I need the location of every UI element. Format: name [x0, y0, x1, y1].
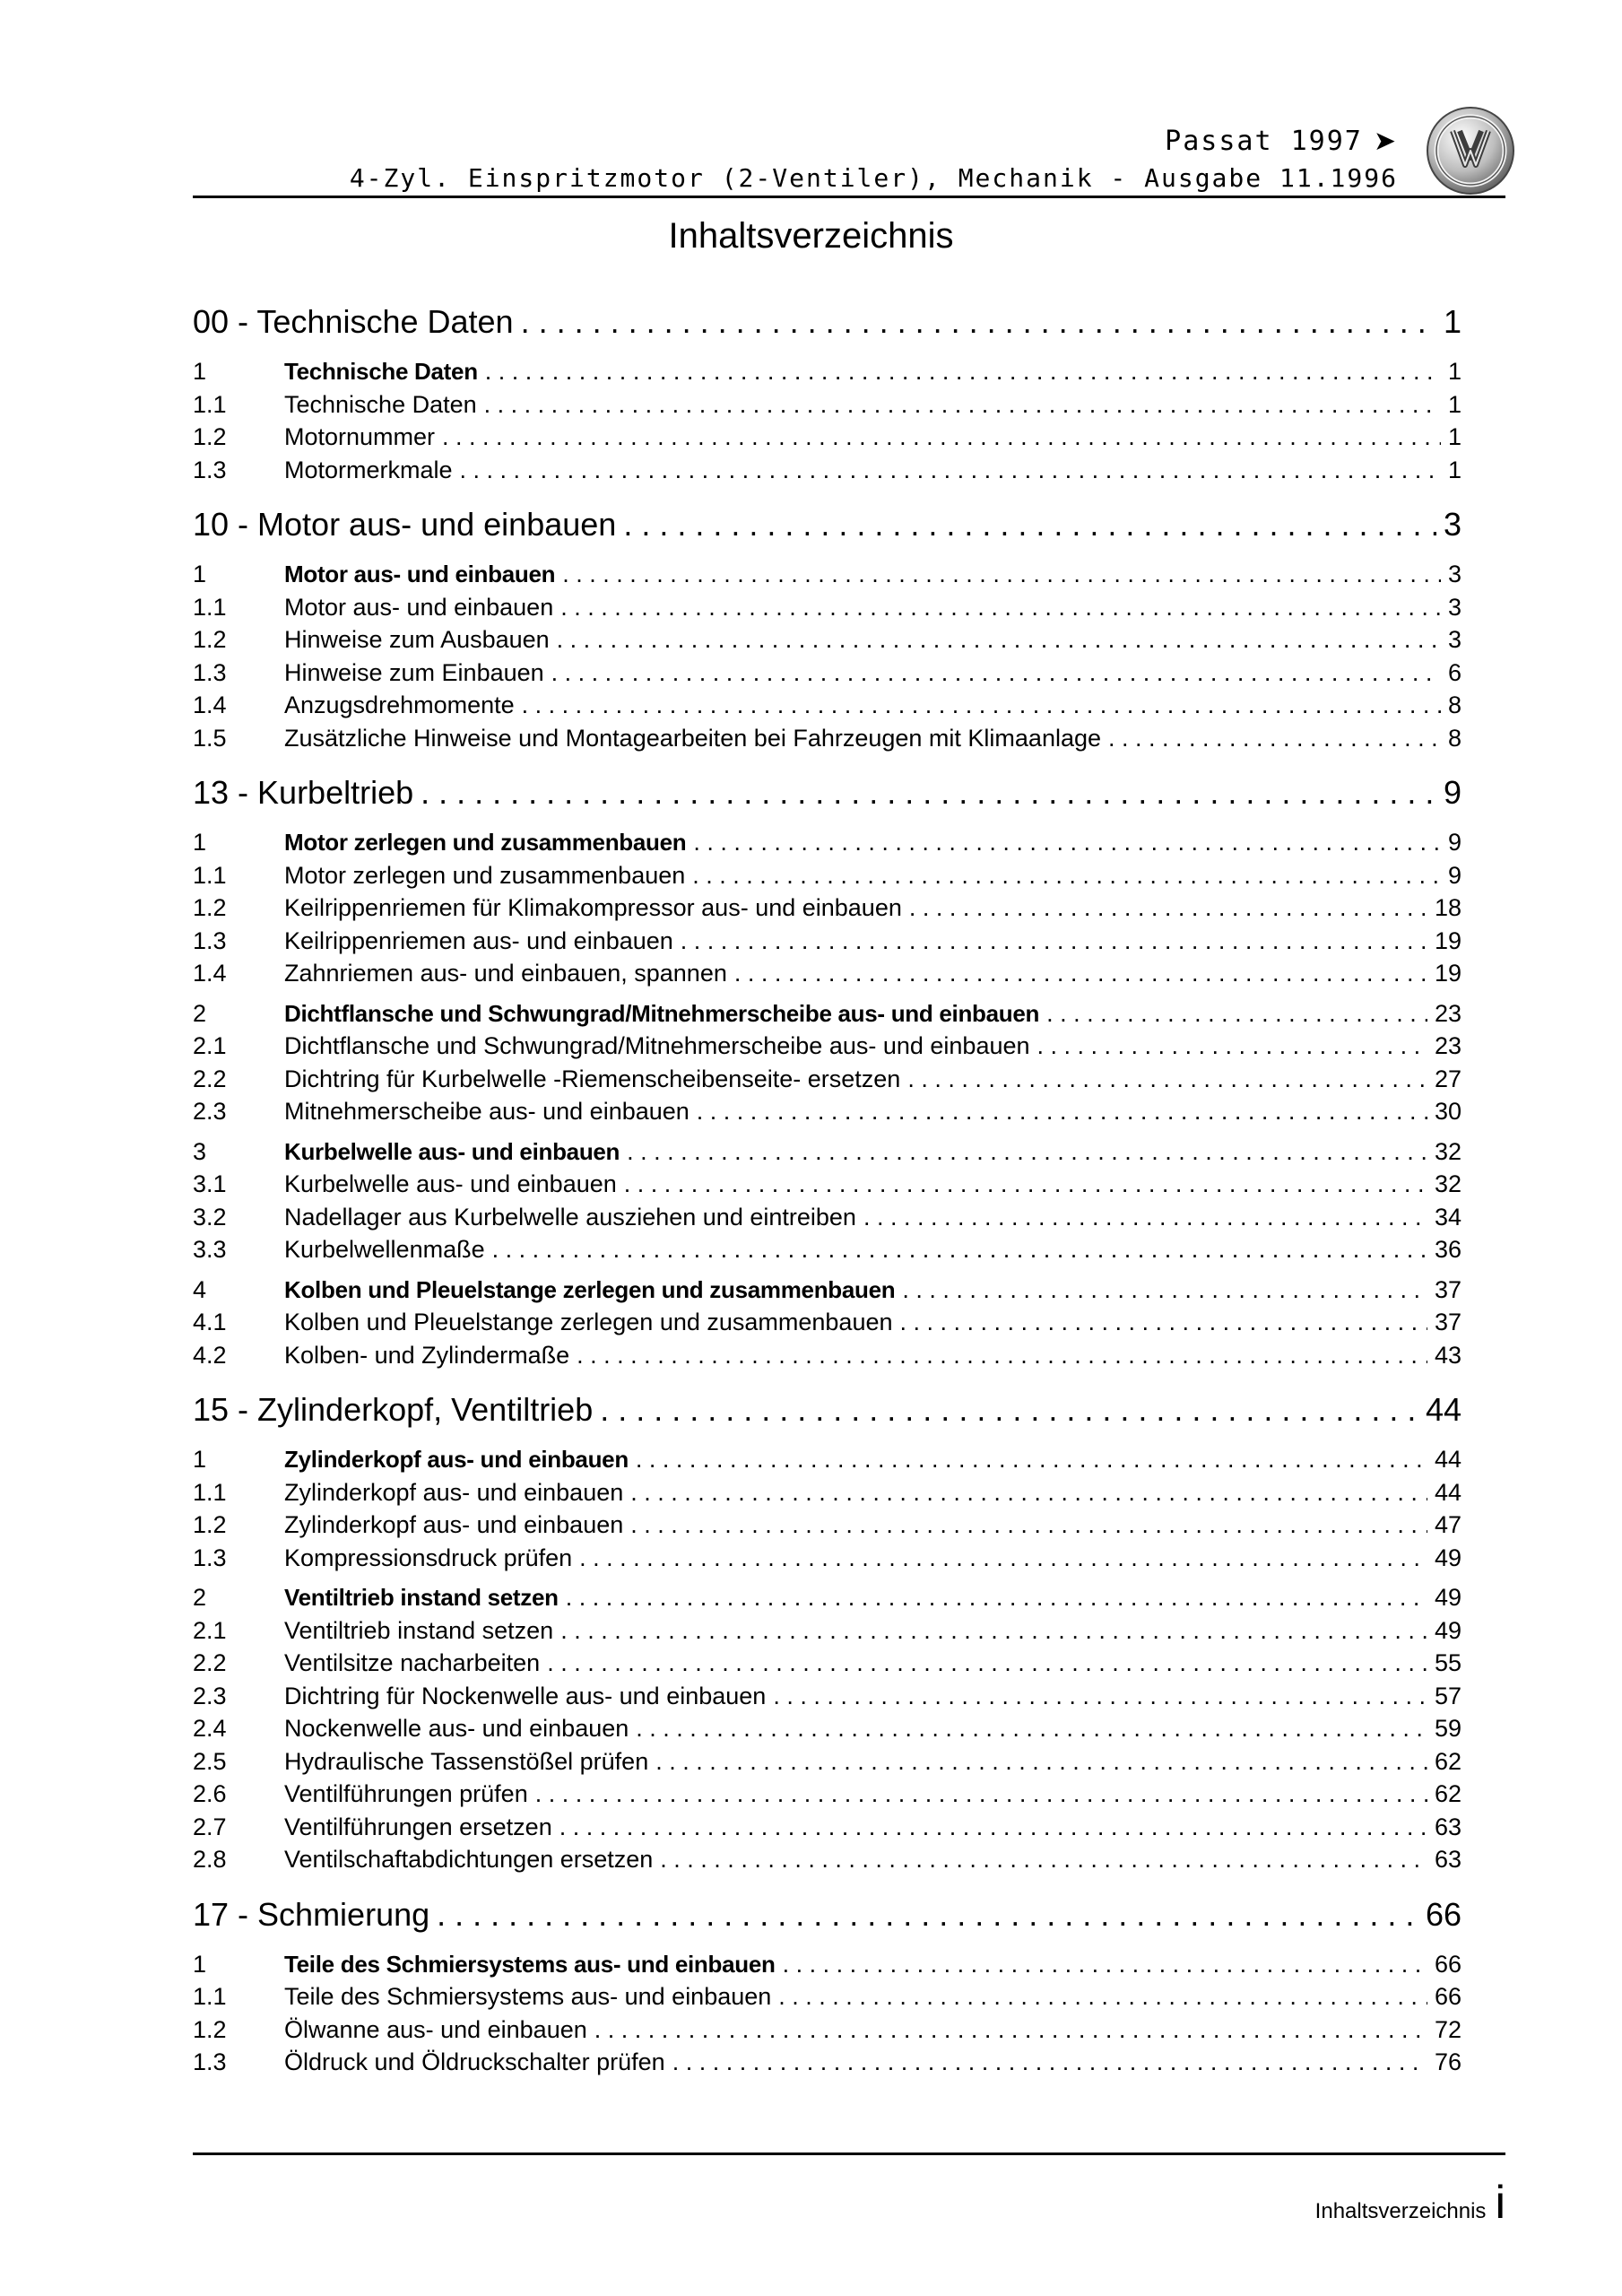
entry-number: 2 — [193, 999, 207, 1027]
toc-section-entry[interactable] — [193, 997, 1462, 1031]
entry-number: 2 — [193, 1584, 207, 1611]
entry-page: 18 — [1434, 894, 1462, 921]
toc-subsection-entry[interactable] — [193, 623, 1462, 657]
footer-rule — [193, 2152, 1505, 2155]
entry-page: 30 — [1434, 1098, 1462, 1125]
entry-label: Ventiltrieb instand setzen — [284, 1616, 554, 1644]
toc-subsection-entry[interactable] — [193, 689, 1462, 722]
leader-dots — [484, 388, 1441, 422]
leader-dots — [559, 1811, 1427, 1844]
toc-subsection-entry[interactable] — [193, 1095, 1462, 1128]
entry-label: Zylinderkopf aus- und einbauen — [284, 1478, 624, 1506]
entry-label: Nockenwelle aus- und einbauen — [284, 1715, 629, 1742]
entry-number: 1 — [193, 1446, 207, 1473]
leader-dots — [863, 1201, 1427, 1234]
entry-number: 1.2 — [193, 1511, 227, 1538]
leader-dots — [560, 591, 1441, 624]
toc-section-entry[interactable] — [193, 1443, 1462, 1476]
toc-subsection-entry[interactable] — [193, 1542, 1462, 1575]
entry-number: 4.2 — [193, 1341, 227, 1369]
entry-label: Technische Daten — [284, 390, 477, 418]
entry-label: Kurbelwelle aus- und einbauen — [284, 1137, 620, 1165]
toc-section-group — [193, 1581, 1462, 1876]
entry-page: 8 — [1447, 724, 1462, 752]
toc-subsection-entry[interactable] — [193, 1476, 1462, 1509]
entry-page: 72 — [1434, 2015, 1462, 2043]
toc-subsection-entry[interactable] — [193, 1063, 1462, 1096]
entry-number: 1.4 — [193, 691, 227, 718]
entry-page: 1 — [1447, 390, 1462, 418]
toc-subsection-entry[interactable] — [193, 388, 1462, 422]
entry-page: 49 — [1434, 1584, 1462, 1611]
toc-section-group — [193, 558, 1462, 754]
entry-number: 1.4 — [193, 960, 227, 987]
toc-subsection-entry[interactable] — [193, 2046, 1462, 2079]
leader-dots — [492, 1233, 1427, 1266]
entry-label: Motor aus- und einbauen — [284, 561, 556, 587]
entry-label: Zusätzliche Hinweise und Montagearbeiten bei Fahrzeugen mit Klimaanlage — [284, 724, 1102, 752]
chapter-page: 3 — [1443, 506, 1462, 543]
next-arrow-icon[interactable]: ➤ — [1373, 126, 1398, 157]
leader-dots — [594, 2013, 1427, 2047]
entry-page: 44 — [1434, 1446, 1462, 1473]
leader-dots — [627, 1135, 1427, 1169]
entry-number: 1.3 — [193, 658, 227, 686]
entry-number: 1 — [193, 561, 207, 587]
chapter-title: 17 - Schmierung — [193, 1895, 430, 1933]
leader-dots — [636, 1712, 1427, 1745]
chapter-page: 1 — [1443, 303, 1462, 340]
entry-label: Keilrippenriemen für Klimakompressor aus- und einbauen — [284, 894, 902, 921]
entry-page: 1 — [1447, 456, 1462, 483]
entry-label: Mitnehmerscheibe aus- und einbauen — [284, 1098, 690, 1125]
entry-label: Motor zerlegen und zusammenbauen — [284, 861, 686, 889]
entry-label: Zylinderkopf aus- und einbauen — [284, 1446, 629, 1473]
toc-subsection-entry[interactable] — [193, 925, 1462, 958]
entry-number: 2.8 — [193, 1846, 227, 1873]
leader-dots — [734, 957, 1427, 990]
leader-dots — [900, 1306, 1427, 1339]
entry-page: 34 — [1434, 1203, 1462, 1231]
header-subtitle: 4-Zyl. Einspritzmotor (2-Ventiler), Mechanik - Ausgabe 11.1996 — [349, 163, 1398, 193]
leader-dots — [907, 1063, 1427, 1096]
entry-number: 4.1 — [193, 1309, 227, 1335]
entry-label: Hydraulische Tassenstößel prüfen — [284, 1747, 649, 1775]
entry-label: Motormerkmale — [284, 456, 453, 483]
leader-dots — [437, 1889, 1418, 1941]
toc-subsection-entry[interactable] — [193, 1509, 1462, 1542]
toc-subsection-entry[interactable] — [193, 1201, 1462, 1234]
entry-label: Kurbelwellenmaße — [284, 1236, 485, 1263]
leader-dots — [579, 1542, 1427, 1575]
entry-number: 2.2 — [193, 1065, 227, 1092]
leader-dots — [909, 891, 1427, 925]
toc-chapter — [193, 499, 1462, 754]
entry-page: 32 — [1434, 1137, 1462, 1165]
entry-page: 1 — [1447, 358, 1462, 385]
leader-dots — [692, 859, 1441, 892]
leader-dots — [557, 623, 1441, 657]
entry-label: Nadellager aus Kurbelwelle ausziehen und eintreiben — [284, 1203, 856, 1231]
entry-label: Kolben- und Zylindermaße — [284, 1341, 570, 1369]
entry-label: Ventilführungen prüfen — [284, 1780, 528, 1807]
leader-dots — [421, 767, 1436, 819]
leader-dots — [655, 1745, 1427, 1779]
entry-number: 2.3 — [193, 1682, 227, 1709]
toc-section-group — [193, 826, 1462, 990]
entry-number: 3.1 — [193, 1170, 227, 1197]
entry-number: 3 — [193, 1137, 207, 1165]
entry-number: 2.6 — [193, 1780, 227, 1807]
entry-number: 1.3 — [193, 1544, 227, 1571]
entry-label: Kurbelwelle aus- und einbauen — [284, 1170, 617, 1197]
entry-page: 9 — [1447, 829, 1462, 856]
entry-label: Öldruck und Öldruckschalter prüfen — [284, 2048, 665, 2075]
leader-dots — [547, 1647, 1427, 1680]
entry-page: 9 — [1447, 861, 1462, 889]
toc-section-entry[interactable] — [193, 355, 1462, 388]
toc-chapter-entry[interactable] — [193, 767, 1462, 819]
entry-label: Hinweise zum Einbauen — [284, 658, 544, 686]
leader-dots — [778, 1980, 1427, 2013]
leader-dots — [577, 1339, 1427, 1372]
entry-label: Kolben und Pleuelstange zerlegen und zusammenbauen — [284, 1275, 896, 1303]
leader-dots — [773, 1680, 1427, 1713]
entry-label: Kompressionsdruck prüfen — [284, 1544, 573, 1571]
toc-subsection-entry[interactable] — [193, 891, 1462, 925]
toc-subsection-entry[interactable] — [193, 1647, 1462, 1680]
toc-chapter-entry[interactable] — [193, 499, 1462, 551]
entry-number: 1.3 — [193, 2048, 227, 2075]
leader-dots — [1046, 997, 1427, 1031]
entry-page: 19 — [1434, 926, 1462, 954]
leader-dots — [485, 355, 1441, 388]
toc-section-entry[interactable] — [193, 1948, 1462, 1981]
leader-dots — [630, 1509, 1427, 1542]
chapter-title: 10 - Motor aus- und einbauen — [193, 506, 617, 543]
entry-page: 62 — [1434, 1780, 1462, 1807]
toc-subsection-entry[interactable] — [193, 957, 1462, 990]
entry-number: 1 — [193, 1950, 207, 1978]
toc-chapter — [193, 1889, 1462, 2079]
toc-subsection-entry[interactable] — [193, 1306, 1462, 1339]
leader-dots — [562, 558, 1441, 591]
entry-page: 47 — [1434, 1511, 1462, 1538]
toc-section-group — [193, 355, 1462, 486]
toc-subsection-entry[interactable] — [193, 1745, 1462, 1779]
chapter-page: 44 — [1425, 1391, 1462, 1428]
toc-section-group — [193, 1274, 1462, 1372]
entry-page: 66 — [1434, 1983, 1462, 2010]
chapter-title: 15 - Zylinderkopf, Ventiltrieb — [193, 1391, 594, 1428]
entry-number: 1 — [193, 829, 207, 856]
entry-page: 23 — [1434, 999, 1462, 1027]
leader-dots — [636, 1443, 1427, 1476]
footer-page-number: i — [1495, 2177, 1505, 2229]
entry-label: Zylinderkopf aus- und einbauen — [284, 1511, 624, 1538]
leader-dots — [681, 925, 1427, 958]
leader-dots — [460, 454, 1441, 487]
toc-section-entry[interactable] — [193, 1274, 1462, 1307]
entry-page: 62 — [1434, 1747, 1462, 1775]
leader-dots — [600, 1384, 1418, 1436]
entry-label: Dichtring für Nockenwelle aus- und einbauen — [284, 1682, 767, 1709]
entry-number: 2.2 — [193, 1649, 227, 1676]
entry-page: 59 — [1434, 1715, 1462, 1742]
entry-page: 55 — [1434, 1649, 1462, 1676]
leader-dots — [624, 1168, 1427, 1201]
leader-dots — [672, 2046, 1427, 2079]
entry-number: 3.3 — [193, 1236, 227, 1263]
entry-label: Dichtflansche und Schwungrad/Mitnehmerscheibe aus- und einbauen — [284, 1032, 1030, 1059]
toc-chapter — [193, 296, 1462, 486]
entry-label: Teile des Schmiersystems aus- und einbauen — [284, 1983, 772, 2010]
entry-number: 1.2 — [193, 423, 227, 450]
entry-page: 1 — [1447, 423, 1462, 450]
entry-page: 3 — [1447, 561, 1462, 587]
entry-number: 1 — [193, 358, 207, 385]
leader-dots — [697, 1095, 1427, 1128]
entry-label: Dichtflansche und Schwungrad/Mitnehmerscheibe aus- und einbauen — [284, 999, 1040, 1027]
leader-dots — [902, 1274, 1427, 1307]
toc-subsection-entry[interactable] — [193, 1843, 1462, 1876]
toc-section-group — [193, 1948, 1462, 2079]
entry-number: 2.1 — [193, 1616, 227, 1644]
entry-label: Zahnriemen aus- und einbauen, spannen — [284, 960, 727, 987]
toc-subsection-entry[interactable] — [193, 1680, 1462, 1713]
entry-number: 1.1 — [193, 1983, 227, 2010]
entry-page: 63 — [1434, 1813, 1462, 1840]
entry-label: Ventilführungen ersetzen — [284, 1813, 552, 1840]
toc-section-entry[interactable] — [193, 1581, 1462, 1614]
entry-number: 3.2 — [193, 1203, 227, 1231]
toc-subsection-entry[interactable] — [193, 859, 1462, 892]
toc-section-entry[interactable] — [193, 558, 1462, 591]
entry-page: 3 — [1447, 626, 1462, 653]
entry-page: 49 — [1434, 1544, 1462, 1571]
page-title: Inhaltsverzeichnis — [668, 216, 954, 256]
entry-label: Ventilsitze nacharbeiten — [284, 1649, 541, 1676]
toc-section-group — [193, 1135, 1462, 1266]
entry-number: 2.1 — [193, 1032, 227, 1059]
toc-chapter-entry[interactable] — [193, 296, 1462, 348]
entry-number: 1.3 — [193, 456, 227, 483]
entry-page: 3 — [1447, 593, 1462, 621]
toc-subsection-entry[interactable] — [193, 1811, 1462, 1844]
entry-number: 2.3 — [193, 1098, 227, 1125]
leader-dots — [660, 1843, 1427, 1876]
footer-text: Inhaltsverzeichnis — [1314, 2199, 1487, 2223]
toc-subsection-entry[interactable] — [193, 1614, 1462, 1648]
entry-label: Motornummer — [284, 423, 436, 450]
entry-page: 57 — [1434, 1682, 1462, 1709]
header-model-line — [193, 126, 1398, 158]
entry-label: Ölwanne aus- und einbauen — [284, 2015, 587, 2043]
entry-page: 23 — [1434, 1032, 1462, 1059]
toc-subsection-entry[interactable] — [193, 1168, 1462, 1201]
leader-dots — [693, 826, 1441, 859]
chapter-title: 13 - Kurbeltrieb — [193, 774, 414, 811]
entry-number: 1.1 — [193, 593, 227, 621]
chapter-page: 66 — [1425, 1895, 1462, 1933]
header-model: Passat 1997 — [1165, 126, 1363, 157]
page-header — [193, 126, 1398, 194]
entry-label: Ventilschaftabdichtungen ersetzen — [284, 1846, 654, 1873]
entry-label: Teile des Schmiersystems aus- und einbauen — [284, 1950, 776, 1978]
leader-dots — [535, 1778, 1427, 1811]
chapter-title: 00 - Technische Daten — [193, 303, 514, 340]
entry-label: Motor zerlegen und zusammenbauen — [284, 829, 687, 856]
toc-subsection-entry[interactable] — [193, 421, 1462, 454]
toc-subsection-entry[interactable] — [193, 1712, 1462, 1745]
entry-number: 1.2 — [193, 894, 227, 921]
leader-dots — [560, 1614, 1427, 1648]
entry-label: Kolben und Pleuelstange zerlegen und zusammenbauen — [284, 1309, 893, 1335]
entry-page: 27 — [1434, 1065, 1462, 1092]
entry-label: Technische Daten — [284, 358, 478, 385]
toc-subsection-entry[interactable] — [193, 1778, 1462, 1811]
leader-dots — [630, 1476, 1427, 1509]
toc-subsection-entry[interactable] — [193, 657, 1462, 690]
entry-page: 37 — [1434, 1275, 1462, 1303]
entry-number: 2.5 — [193, 1747, 227, 1775]
entry-number: 1.2 — [193, 2015, 227, 2043]
entry-page: 76 — [1434, 2048, 1462, 2075]
toc-subsection-entry[interactable] — [193, 1233, 1462, 1266]
entry-label: Keilrippenriemen aus- und einbauen — [284, 926, 673, 954]
toc-section-entry[interactable] — [193, 1135, 1462, 1169]
entry-number: 4 — [193, 1275, 207, 1303]
toc-subsection-entry[interactable] — [193, 1339, 1462, 1372]
entry-number: 1.5 — [193, 724, 227, 752]
toc-section-entry[interactable] — [193, 826, 1462, 859]
toc-subsection-entry[interactable] — [193, 454, 1462, 487]
entry-page: 49 — [1434, 1616, 1462, 1644]
chapter-page: 9 — [1443, 774, 1462, 811]
entry-page: 66 — [1434, 1950, 1462, 1978]
leader-dots — [783, 1948, 1427, 1981]
entry-number: 1.2 — [193, 626, 227, 653]
toc-chapter-entry[interactable] — [193, 1384, 1462, 1436]
toc-chapter-entry[interactable] — [193, 1889, 1462, 1941]
entry-label: Hinweise zum Ausbauen — [284, 626, 550, 653]
leader-dots — [442, 421, 1441, 454]
leader-dots — [1037, 1030, 1427, 1063]
entry-page: 32 — [1434, 1170, 1462, 1197]
entry-number: 2.7 — [193, 1813, 227, 1840]
toc-chapter — [193, 1384, 1462, 1876]
entry-page: 63 — [1434, 1846, 1462, 1873]
toc-subsection-entry[interactable] — [193, 591, 1462, 624]
entry-number: 1.1 — [193, 390, 227, 418]
leader-dots — [522, 689, 1441, 722]
entry-number: 1.3 — [193, 926, 227, 954]
toc-section-group — [193, 1443, 1462, 1574]
leader-dots — [623, 499, 1436, 551]
entry-number: 2.4 — [193, 1715, 227, 1742]
toc-subsection-entry[interactable] — [193, 1980, 1462, 2013]
table-of-contents — [193, 296, 1462, 2092]
toc-subsection-entry[interactable] — [193, 1030, 1462, 1063]
leader-dots — [521, 296, 1436, 348]
entry-label: Ventiltrieb instand setzen — [284, 1584, 559, 1611]
leader-dots — [566, 1581, 1427, 1614]
leader-dots — [551, 657, 1441, 690]
header-rule — [193, 196, 1505, 198]
vw-logo — [1426, 106, 1515, 196]
entry-page: 19 — [1434, 960, 1462, 987]
entry-label: Anzugsdrehmomente — [284, 691, 515, 718]
toc-subsection-entry[interactable] — [193, 2013, 1462, 2047]
entry-page: 37 — [1434, 1309, 1462, 1335]
entry-page: 44 — [1434, 1478, 1462, 1506]
toc-section-group — [193, 997, 1462, 1128]
leader-dots — [1108, 722, 1441, 755]
entry-page: 6 — [1447, 658, 1462, 686]
toc-chapter — [193, 767, 1462, 1371]
entry-number: 1.1 — [193, 1478, 227, 1506]
page-footer — [1314, 2177, 1505, 2229]
entry-label: Dichtring für Kurbelwelle -Riemenscheibenseite- ersetzen — [284, 1065, 901, 1092]
entry-page: 8 — [1447, 691, 1462, 718]
entry-page: 43 — [1434, 1341, 1462, 1369]
toc-subsection-entry[interactable] — [193, 722, 1462, 755]
entry-label: Motor aus- und einbauen — [284, 593, 554, 621]
entry-number: 1.1 — [193, 861, 227, 889]
entry-page: 36 — [1434, 1236, 1462, 1263]
